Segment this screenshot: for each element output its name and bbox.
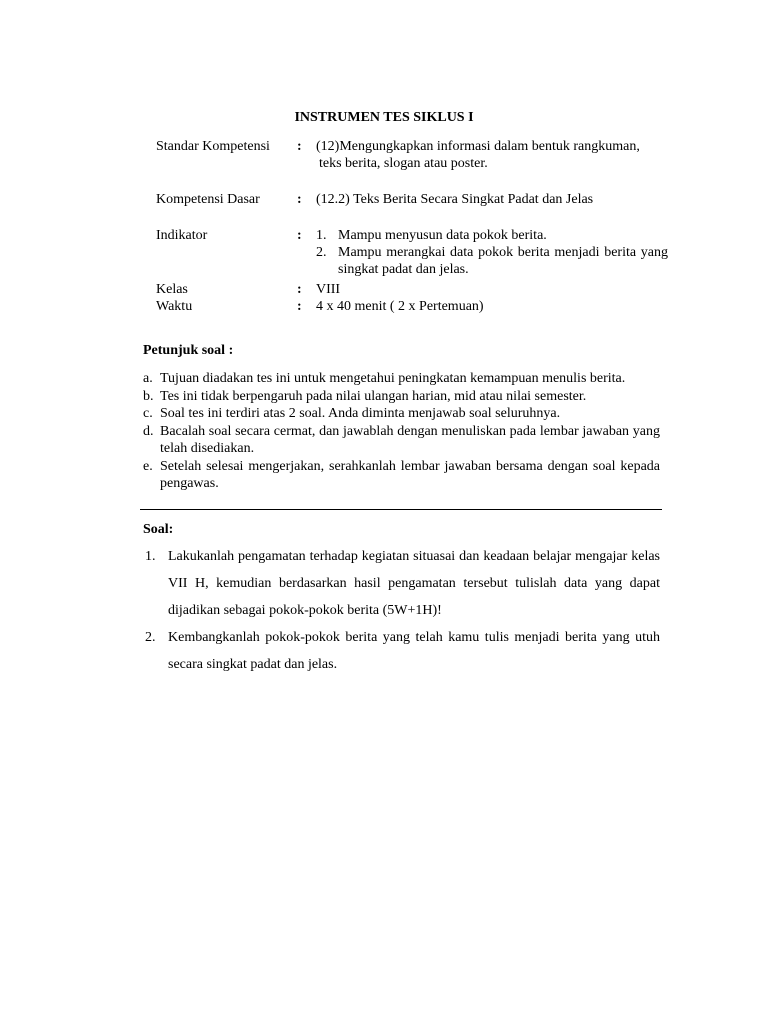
standar-kompetensi-label: Standar Kompetensi: [156, 139, 270, 154]
petunjuk-item-letter: c.: [143, 406, 153, 421]
kompetensi-dasar-colon: :: [297, 192, 302, 207]
petunjuk-item-text: Tujuan diadakan tes ini untuk mengetahui peningkatan kemampuan menulis berita.: [160, 371, 626, 386]
soal-item-number: 2.: [145, 630, 156, 645]
petunjuk-item-letter: b.: [143, 388, 154, 404]
info-row-waktu: [156, 298, 668, 316]
info-row-indikator: [156, 227, 668, 281]
petunjuk-item: [143, 458, 660, 493]
info-row-kelas: [156, 281, 668, 299]
kompetensi-dasar-label: Kompetensi Dasar: [156, 192, 260, 207]
waktu-label: Waktu: [156, 299, 193, 314]
petunjuk-item-text: Soal tes ini terdiri atas 2 soal. Anda diminta menjawab soal seluruhnya.: [160, 406, 561, 421]
kelas-value: VIII: [316, 282, 341, 297]
info-row-standar-kompetensi: [156, 138, 668, 174]
soal-item-text: Lakukanlah pengamatan terhadap kegiatan situasai dan keadaan belajar mengajar kelas VII H, kemudian berdasarkan hasil pengamatan tersebut tulislah data yang dapat dijadikan sebagai pokok-pokok berita (5W+1H)!: [168, 549, 660, 618]
indikator-label: Indikator: [156, 228, 208, 243]
indikator-item: [316, 244, 668, 278]
kelas-label: Kelas: [156, 282, 188, 297]
petunjuk-item-text: Bacalah soal secara cermat, dan jawablah dengan menuliskan pada lembar jawaban yang telah disediakan.: [160, 423, 660, 456]
soal-item: [145, 624, 660, 678]
petunjuk-item: [143, 423, 660, 458]
document-title: INSTRUMEN TES SIKLUS I: [294, 110, 474, 125]
petunjuk-item-letter: a.: [143, 371, 153, 386]
indikator-value: [316, 227, 668, 278]
soal-heading: Soal:: [143, 522, 174, 537]
petunjuk-heading: Petunjuk soal :: [143, 343, 234, 358]
indikator-item-number: 1.: [316, 228, 327, 243]
standar-kompetensi-value-line1: (12)Mengungkapkan informasi dalam bentuk rangkuman,: [316, 139, 640, 154]
indikator-item-text: Mampu merangkai data pokok berita menjadi berita yang singkat padat dan jelas.: [338, 245, 668, 277]
petunjuk-item-text: Setelah selesai mengerjakan, serahkanlah lembar jawaban bersama dengan soal kepada pengawas.: [160, 458, 660, 491]
kelas-colon: :: [297, 282, 302, 297]
soal-list: [145, 543, 660, 678]
info-row-kompetensi-dasar: [156, 191, 668, 209]
standar-kompetensi-value: [316, 138, 668, 172]
petunjuk-item: [143, 370, 660, 388]
soal-item-number: 1.: [145, 549, 156, 564]
petunjuk-item-letter: d.: [143, 423, 154, 439]
indikator-item: [316, 227, 668, 244]
section-divider: [140, 509, 662, 510]
standar-kompetensi-colon: :: [297, 139, 302, 154]
waktu-colon: :: [297, 299, 302, 314]
standar-kompetensi-value-line2: teks berita, slogan atau poster.: [319, 156, 488, 171]
soal-item-text: Kembangkanlah pokok-pokok berita yang telah kamu tulis menjadi berita yang utuh secara singkat padat dan jelas.: [168, 630, 660, 672]
kompetensi-dasar-value: (12.2) Teks Berita Secara Singkat Padat dan Jelas: [316, 192, 594, 207]
waktu-value: 4 x 40 menit ( 2 x Pertemuan): [316, 299, 484, 314]
indikator-item-text: Mampu menyusun data pokok berita.: [338, 228, 547, 243]
petunjuk-item: [143, 405, 660, 423]
indikator-colon: :: [297, 228, 302, 243]
indikator-item-number: 2.: [316, 245, 327, 260]
petunjuk-list: [143, 370, 660, 493]
petunjuk-item: [143, 388, 660, 406]
petunjuk-item-letter: e.: [143, 458, 153, 474]
petunjuk-item-text: Tes ini tidak berpengaruh pada nilai ulangan harian, mid atau nilai semester.: [160, 388, 587, 404]
soal-item: [145, 543, 660, 624]
